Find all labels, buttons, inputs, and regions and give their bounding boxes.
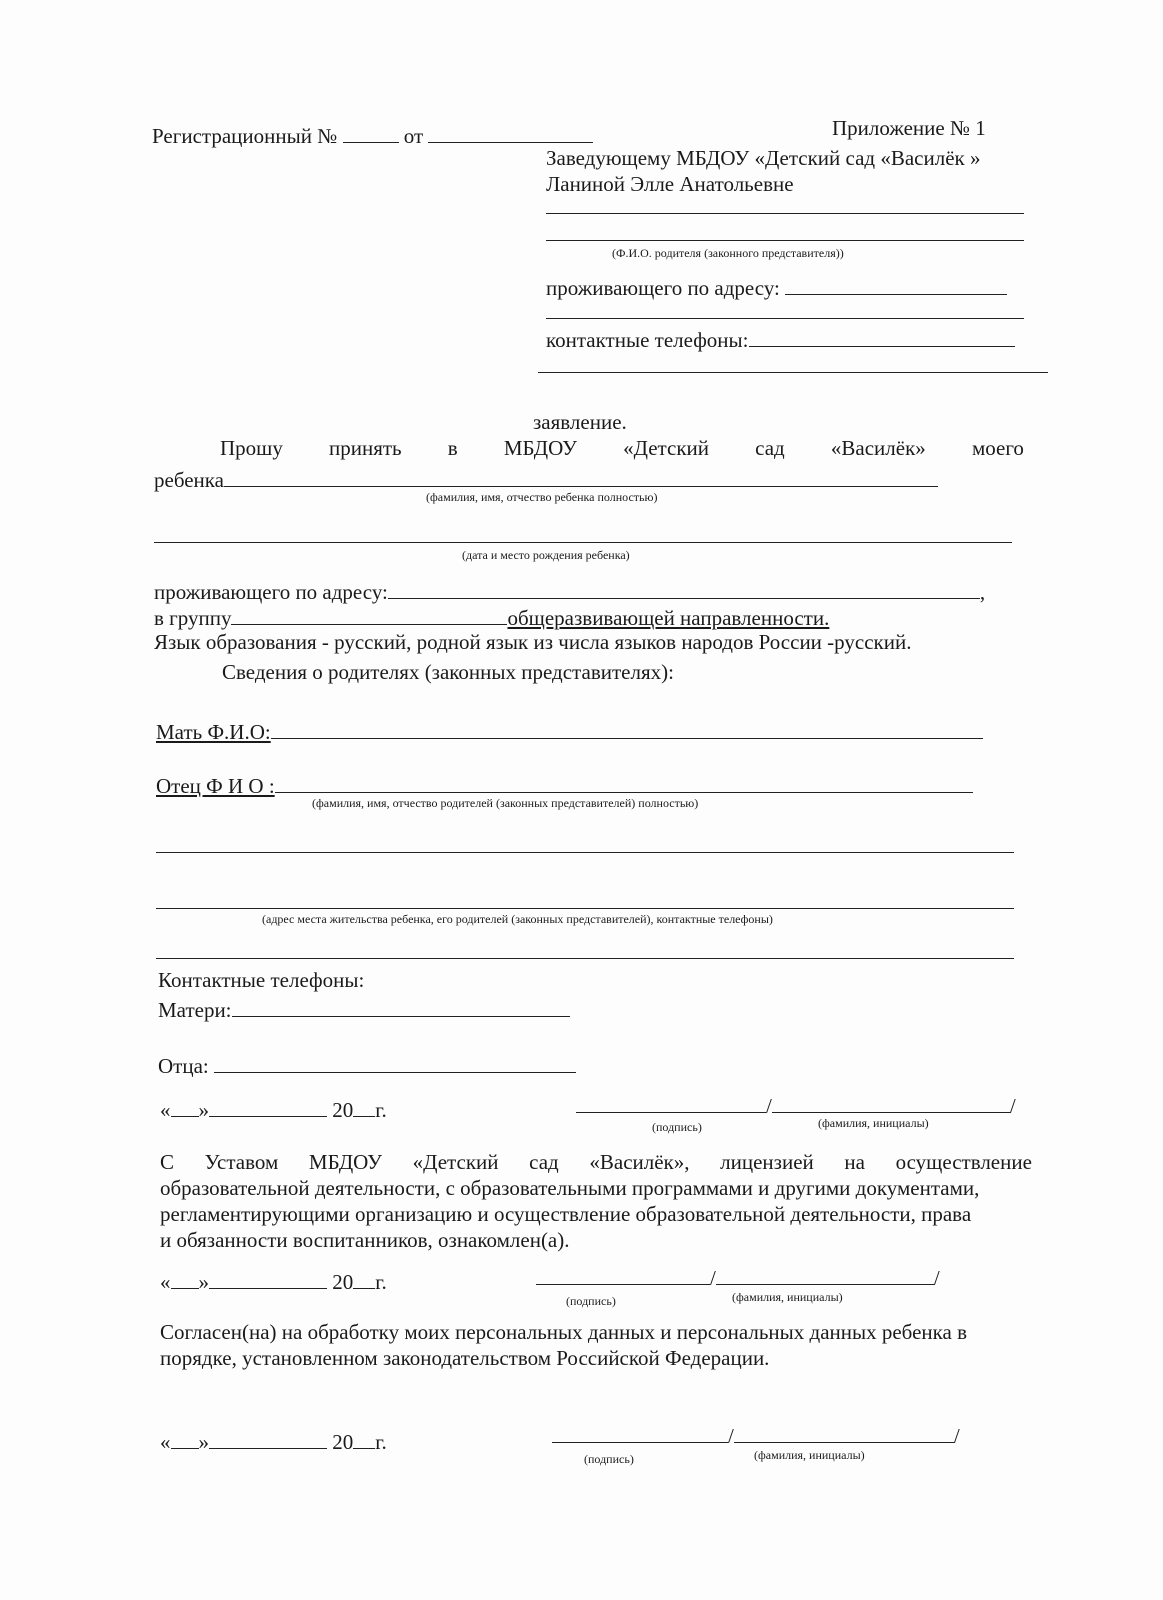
parent-address-line-2[interactable] (546, 318, 1024, 319)
open-quote: « (160, 1430, 171, 1454)
charter-word: «Детский (412, 1150, 499, 1174)
registration-number-label: Регистрационный № (152, 124, 338, 148)
father-phone (158, 1054, 576, 1078)
year-blank[interactable] (353, 1098, 375, 1117)
request-word: моего (971, 436, 1024, 460)
name-caption: (фамилия, инициалы) (818, 1116, 929, 1130)
open-quote: « (160, 1098, 171, 1122)
name-blank[interactable] (716, 1266, 934, 1285)
request-word: «Детский (623, 436, 709, 460)
charter-word: «Василёк», (589, 1150, 690, 1174)
child-label: ребенка (154, 468, 224, 492)
charter-word: лицензией (720, 1150, 814, 1174)
charter-line-3: регламентирующими организацию и осуществление образовательной деятельности, права (160, 1202, 972, 1226)
request-word: МБДОУ (503, 436, 577, 460)
application-title: заявление. (533, 410, 627, 434)
father-phone-blank[interactable] (214, 1054, 576, 1073)
year-suffix: г. (375, 1098, 387, 1122)
parents-address-line-3[interactable] (156, 958, 1014, 959)
contact-phones-heading: Контактные телефоны: (158, 968, 365, 992)
close-quote: » (198, 1098, 209, 1122)
mother-fio (156, 720, 983, 744)
open-quote: « (160, 1270, 171, 1294)
slash: / (933, 1266, 940, 1290)
child-fio-caption: (фамилия, имя, отчество ребенка полностью) (426, 490, 658, 504)
year-suffix: г. (375, 1270, 387, 1294)
slash: / (1009, 1094, 1016, 1118)
parent-phones-blank[interactable] (749, 328, 1015, 347)
signature-row-2 (536, 1266, 940, 1290)
registration-date-label: от (403, 124, 424, 148)
signature-row-1 (576, 1094, 1016, 1118)
parents-address-line-2[interactable] (156, 908, 1014, 909)
signature-caption: (подпись) (652, 1120, 702, 1134)
child-name-blank[interactable] (224, 468, 938, 487)
father-fio (156, 774, 973, 798)
father-fio-label: Отец Ф И О : (156, 774, 275, 798)
mother-phone-label: Матери: (158, 998, 232, 1022)
charter-word: МБДОУ (308, 1150, 383, 1174)
charter-line-4: и обязанности воспитанников, ознакомлен(а). (160, 1228, 570, 1252)
signature-row-3 (552, 1424, 960, 1448)
parent-fio-line-1[interactable] (546, 213, 1024, 214)
year-suffix: г. (375, 1430, 387, 1454)
day-blank[interactable] (171, 1270, 199, 1289)
slash: / (766, 1094, 772, 1118)
parent-fio-line-2[interactable] (546, 240, 1024, 241)
close-quote: » (198, 1270, 209, 1294)
parent-phones (546, 328, 1015, 352)
name-blank[interactable] (734, 1424, 954, 1443)
group-blank[interactable] (231, 606, 507, 625)
request-word: принять (329, 436, 402, 460)
child-address (154, 580, 985, 604)
name-caption: (фамилия, инициалы) (754, 1448, 865, 1462)
parent-fio-caption: (Ф.И.О. родителя (законного представителя)) (612, 246, 844, 260)
slash: / (710, 1266, 716, 1290)
charter-word: сад (529, 1150, 559, 1174)
consent-line-1: Согласен(на) на обработку моих персональных данных и персональных данных ребенка в (160, 1320, 968, 1344)
request-word: «Василёк» (830, 436, 926, 460)
date-row-1 (160, 1098, 387, 1122)
mother-fio-label: Мать Ф.И.О: (156, 720, 271, 744)
month-blank[interactable] (209, 1430, 327, 1449)
address-caption: (адрес места жительства ребенка, его родителей (законных представителей), контактные телефоны) (262, 912, 773, 926)
addressee-line-1: Заведующему МБДОУ «Детский сад «Василёк » (546, 146, 981, 170)
registration-date-blank[interactable] (428, 124, 593, 143)
parents-address-line-1[interactable] (156, 852, 1014, 853)
name-caption: (фамилия, инициалы) (732, 1290, 843, 1304)
mother-phone-blank[interactable] (232, 998, 570, 1017)
child-name (154, 468, 938, 492)
registration-number-blank[interactable] (343, 124, 399, 143)
father-fio-blank[interactable] (275, 774, 973, 793)
charter-word: Уставом (204, 1150, 279, 1174)
year-prefix: 20 (332, 1270, 354, 1294)
signature-caption: (подпись) (584, 1452, 634, 1466)
charter-word: на (844, 1150, 865, 1174)
parent-phones-label: контактные телефоны: (546, 328, 749, 352)
signature-blank[interactable] (576, 1094, 766, 1113)
group (154, 606, 829, 630)
birth-caption: (дата и место рождения ребенка) (462, 548, 630, 562)
father-phone-label: Отца: (158, 1054, 209, 1078)
registration-number (152, 124, 593, 148)
charter-word: С (160, 1150, 175, 1174)
year-blank[interactable] (353, 1430, 375, 1449)
month-blank[interactable] (209, 1098, 327, 1117)
signature-blank[interactable] (536, 1266, 710, 1285)
parent-address-label: проживающего по адресу: (546, 276, 780, 300)
language-statement: Язык образования - русский, родной язык из числа языков народов России -русский. (154, 630, 912, 654)
group-type: общеразвивающей направленности. (507, 606, 830, 630)
mother-phone (158, 998, 570, 1022)
consent-line-2: порядке, установленном законодательством Российской Федерации. (160, 1346, 770, 1370)
slash: / (728, 1424, 734, 1448)
request-word: сад (755, 436, 785, 460)
charter-line-2: образовательной деятельности, с образовательными программами и другими документами, (160, 1176, 980, 1200)
request-word: Прошу (220, 436, 283, 460)
parent-phones-line-2[interactable] (538, 372, 1048, 373)
day-blank[interactable] (171, 1430, 199, 1449)
group-label: в группу (154, 606, 232, 630)
date-row-3 (160, 1430, 387, 1454)
addressee-line-2: Ланиной Элле Анатольевне (546, 172, 794, 196)
child-birth-line[interactable] (154, 542, 1012, 543)
signature-caption: (подпись) (566, 1294, 616, 1308)
signature-blank[interactable] (552, 1424, 728, 1443)
appendix-label: Приложение № 1 (832, 116, 986, 140)
child-address-blank[interactable] (388, 580, 980, 599)
parent-address-blank[interactable] (785, 276, 1007, 295)
year-prefix: 20 (332, 1098, 354, 1122)
name-blank[interactable] (772, 1094, 1010, 1113)
close-quote: » (198, 1430, 209, 1454)
mother-fio-blank[interactable] (271, 720, 983, 739)
date-row-2 (160, 1270, 387, 1294)
charter-line-1 (160, 1150, 1032, 1174)
request-line (220, 436, 1024, 460)
year-prefix: 20 (332, 1430, 354, 1454)
slash: / (953, 1424, 960, 1448)
month-blank[interactable] (209, 1270, 327, 1289)
request-word: в (447, 436, 458, 460)
child-address-comma: , (979, 580, 986, 604)
year-blank[interactable] (353, 1270, 375, 1289)
day-blank[interactable] (171, 1098, 199, 1117)
parent-address (546, 276, 1007, 300)
charter-word: осуществление (895, 1150, 1032, 1174)
parents-info-heading: Сведения о родителях (законных представителях): (222, 660, 674, 684)
child-address-label: проживающего по адресу: (154, 580, 388, 604)
parents-fio-caption: (фамилия, имя, отчество родителей (законных представителей) полностью) (312, 796, 699, 810)
